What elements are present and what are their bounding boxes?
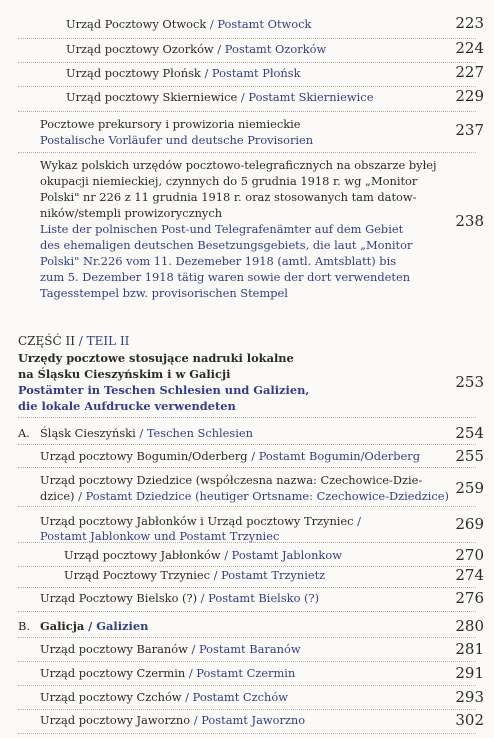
page-number: 291: [455, 664, 484, 682]
entry-title-pl-line: ników/stempli prowizorycznych: [40, 206, 223, 220]
page-number: 269: [455, 515, 484, 533]
page-number: 274: [455, 566, 484, 584]
divider: [18, 685, 476, 686]
page-number: 229: [455, 87, 484, 105]
entry-title: Śląsk Cieszyński / Teschen Schlesien: [40, 426, 253, 440]
page-number: 253: [455, 373, 484, 391]
entry-title: Urząd pocztowy Jabłonków / Postamt Jablonkow: [64, 548, 342, 562]
section-letter: B.: [18, 619, 30, 633]
entry-title: Urząd pocztowy Skierniewice / Postamt Skierniewice: [66, 90, 374, 104]
page-number: 302: [455, 711, 484, 729]
entry-title-de-line: Postamt Jablonkow und Postamt Trzyniec: [40, 529, 280, 543]
page-number: 276: [455, 589, 484, 607]
divider: [18, 111, 476, 112]
page-number: 224: [455, 39, 484, 57]
page-number: 238: [455, 212, 484, 230]
entry-title: Urząd Pocztowy Trzyniec / Postamt Trzynietz: [64, 568, 326, 582]
page-number: 227: [455, 63, 484, 81]
entry-title-de-line: Polski" Nr.226 vom 11. Dezemeber 1918 (amtl. Amtsblatt) bis: [40, 254, 397, 268]
divider: [18, 587, 476, 588]
page-number: 281: [455, 640, 484, 658]
entry-title: Urząd pocztowy Czermin / Postamt Czermin: [40, 666, 296, 680]
divider: [18, 444, 476, 445]
divider: [18, 661, 476, 662]
page-number: 223: [455, 14, 484, 32]
entry-title-de-line: Liste der polnischen Post-und Telegrafenämter auf dem Gebiet: [40, 222, 404, 236]
divider: [18, 506, 476, 507]
divider: [18, 542, 476, 543]
divider: [18, 733, 476, 734]
page-number: 293: [455, 688, 484, 706]
entry-title-de-line: des ehemaligen deutschen Besetzungsgebiets, die laut „Monitor: [40, 238, 413, 252]
entry-title: Galicja / Galizien: [40, 619, 149, 633]
entry-title: Urząd pocztowy Baranów / Postamt Baranów: [40, 642, 301, 656]
divider: [18, 637, 476, 638]
divider: [18, 709, 476, 710]
page-number: 259: [455, 479, 484, 497]
entry-title-de: Postalische Vorläufer und deutsche Provisorien: [40, 133, 314, 147]
page-number: 255: [455, 447, 484, 465]
divider: [18, 611, 476, 612]
entry-title: Urząd Pocztowy Otwock / Postamt Otwock: [66, 17, 312, 31]
page-number: 280: [455, 617, 484, 635]
page-number: 237: [455, 121, 484, 139]
entry-title: Urząd pocztowy Bogumin/Oderberg / Postamt Bogumin/Oderberg: [40, 449, 421, 463]
entry-title: Urząd pocztowy Czchów / Postamt Czchów: [40, 690, 288, 704]
divider: [18, 86, 476, 87]
divider: [18, 38, 476, 39]
page-number: 270: [455, 546, 484, 564]
entry-title-de-line: zum 5. Dezember 1918 tätig waren sowie der dort verwendeten: [40, 270, 411, 284]
entry-title-pl: Pocztowe prekursory i prowizoria niemieckie: [40, 117, 301, 131]
entry-title-de-line: die lokale Aufdrucke verwendeten: [18, 399, 236, 413]
divider: [18, 62, 476, 63]
entry-title-pl-line: Wykaz polskich urzędów pocztowo-telegraficznych na obszarze byłej: [40, 158, 437, 172]
part-title: CZĘŚĆ II / TEIL II: [18, 334, 130, 348]
entry-title-pl-line: Urzędy pocztowe stosujące nadruki lokalne: [18, 351, 294, 365]
divider: [18, 152, 476, 153]
entry-title-pl-line: Polski" nr 226 z 11 grudnia 1918 r. oraz stosowanych tam datow-: [40, 190, 417, 204]
divider: [18, 417, 476, 418]
page-number: 254: [455, 424, 484, 442]
entry-title: Urząd pocztowy Jaworzno / Postamt Jaworzno: [40, 713, 306, 727]
section-letter: A.: [18, 426, 30, 440]
divider: [18, 467, 476, 468]
entry-title-line2: dzice) / Postamt Dziedzice (heutiger Ortsname: Czechowice-Dziedzice): [40, 489, 449, 503]
entry-title-pl-line: okupacji niemieckiej, czynnych do 5 grudnia 1918 r. wg „Monitor: [40, 174, 418, 188]
entry-title-pl-line: Urząd pocztowy Jabłonków i Urząd pocztowy Trzyniec /: [40, 514, 362, 528]
entry-title: Urząd pocztowy Ozorków / Postamt Ozorków: [66, 42, 327, 56]
entry-title-pl-line: Urząd pocztowy Dziedzice (współczesna nazwa: Czechowice-Dzie-: [40, 473, 423, 487]
entry-title-de-line: Postämter in Teschen Schlesien und Galizien,: [18, 383, 310, 397]
entry-title: Urząd pocztowy Płońsk / Postamt Płońsk: [66, 66, 301, 80]
entry-title: Urząd Pocztowy Bielsko (?) / Postamt Bielsko (?): [40, 591, 320, 605]
entry-title-de-line: Tagesstempel bzw. provisorischen Stempel: [40, 286, 288, 300]
entry-title-pl-line: na Śląsku Cieszyńskim i w Galicji: [18, 367, 231, 381]
